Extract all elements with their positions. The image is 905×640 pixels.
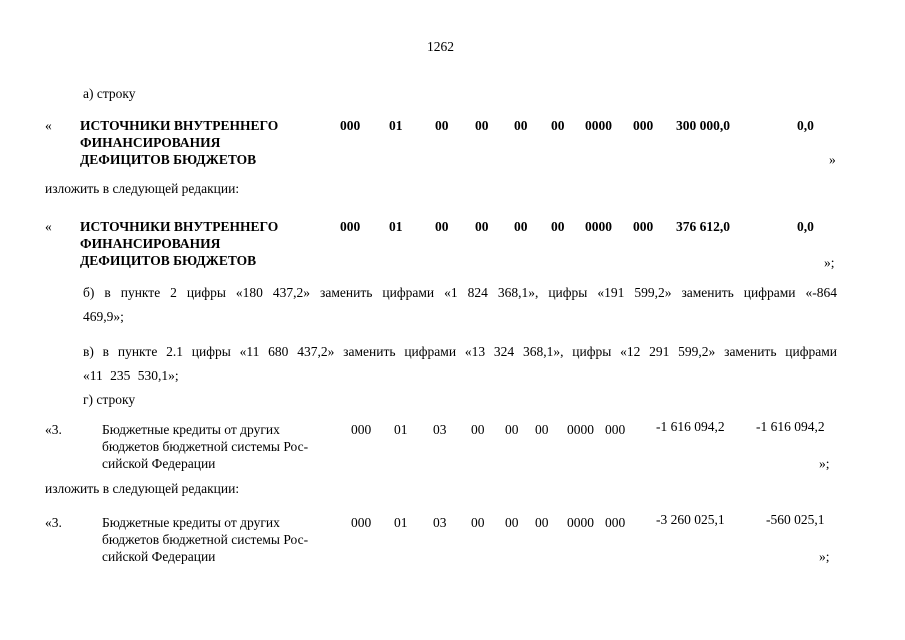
- row-number: «3.: [45, 422, 62, 437]
- row-name-line: бюджетов бюджетной системы Рос-: [102, 439, 309, 454]
- code-cell: 0000: [567, 515, 594, 530]
- open-quote: «: [45, 219, 52, 234]
- code-cell: 0000: [585, 219, 612, 234]
- code-cell: 00: [435, 219, 449, 234]
- code-cell: 000: [340, 118, 361, 133]
- row-name-line: ИСТОЧНИКИ ВНУТРЕННЕГО: [80, 219, 279, 234]
- code-cell: 000: [633, 219, 654, 234]
- open-quote: «: [45, 118, 52, 133]
- row-name-line: ДЕФИЦИТОВ БЮДЖЕТОВ: [80, 253, 257, 268]
- row-name-line: сийской Федерации: [102, 456, 216, 471]
- value-cell-2: 0,0: [797, 219, 814, 234]
- row-name-line: Бюджетные кредиты от других: [102, 515, 280, 530]
- value-cell-1: 376 612,0: [676, 219, 730, 234]
- code-cell: 00: [471, 422, 485, 437]
- close-quote: »;: [819, 456, 830, 471]
- code-cell: 00: [551, 118, 565, 133]
- row-name-line: ИСТОЧНИКИ ВНУТРЕННЕГО: [80, 118, 279, 133]
- row-name-line: Бюджетные кредиты от других: [102, 422, 280, 437]
- code-cell: 00: [475, 219, 489, 234]
- code-cell: 03: [433, 515, 447, 530]
- code-cell: 00: [505, 515, 519, 530]
- row-name-line: сийской Федерации: [102, 549, 216, 564]
- code-cell: 000: [605, 515, 626, 530]
- code-cell: 00: [551, 219, 565, 234]
- code-cell: 000: [351, 515, 372, 530]
- row-name-line: ДЕФИЦИТОВ БЮДЖЕТОВ: [80, 152, 257, 167]
- item-a-text: а) строку: [83, 86, 136, 101]
- code-cell: 03: [433, 422, 447, 437]
- item-b-paragraph: б) в пункте 2 цифры «180 437,2» заменить цифрами «1 824 368,1», цифры «191 599,2» заменить цифрами «-864 469,9»;: [83, 285, 837, 324]
- value-cell-2: -560 025,1: [766, 512, 825, 527]
- code-cell: 01: [394, 422, 408, 437]
- close-quote: »: [829, 152, 836, 167]
- value-cell-2: 0,0: [797, 118, 814, 133]
- value-cell-1: -3 260 025,1: [656, 512, 725, 527]
- item-g-text: г) строку: [83, 392, 136, 407]
- code-cell: 00: [535, 515, 549, 530]
- item-v-paragraph: в) в пункте 2.1 цифры «11 680 437,2» заменить цифрами «13 324 368,1», цифры «12 291 599,2» заменить цифрами «11 235 530,1»;: [83, 344, 837, 383]
- row-name-line: ФИНАНСИРОВАНИЯ: [80, 135, 221, 150]
- code-cell: 00: [514, 219, 528, 234]
- code-cell: 00: [435, 118, 449, 133]
- edit-instruction: изложить в следующей редакции:: [45, 181, 240, 196]
- code-cell: 00: [475, 118, 489, 133]
- code-cell: 000: [351, 422, 372, 437]
- value-cell-1: -1 616 094,2: [656, 419, 725, 434]
- row-name-line: бюджетов бюджетной системы Рос-: [102, 532, 309, 547]
- edit-instruction: изложить в следующей редакции:: [45, 481, 240, 496]
- row-number: «3.: [45, 515, 62, 530]
- value-cell-1: 300 000,0: [676, 118, 730, 133]
- code-cell: 01: [389, 219, 403, 234]
- code-cell: 01: [389, 118, 403, 133]
- code-cell: 00: [471, 515, 485, 530]
- code-cell: 000: [605, 422, 626, 437]
- code-cell: 0000: [585, 118, 612, 133]
- code-cell: 00: [535, 422, 549, 437]
- code-cell: 000: [633, 118, 654, 133]
- value-cell-2: -1 616 094,2: [756, 419, 825, 434]
- code-cell: 000: [340, 219, 361, 234]
- page-number: 1262: [427, 39, 454, 54]
- code-cell: 01: [394, 515, 408, 530]
- code-cell: 00: [514, 118, 528, 133]
- close-quote: »;: [824, 255, 835, 270]
- row-name-line: ФИНАНСИРОВАНИЯ: [80, 236, 221, 251]
- code-cell: 00: [505, 422, 519, 437]
- close-quote: »;: [819, 549, 830, 564]
- code-cell: 0000: [567, 422, 594, 437]
